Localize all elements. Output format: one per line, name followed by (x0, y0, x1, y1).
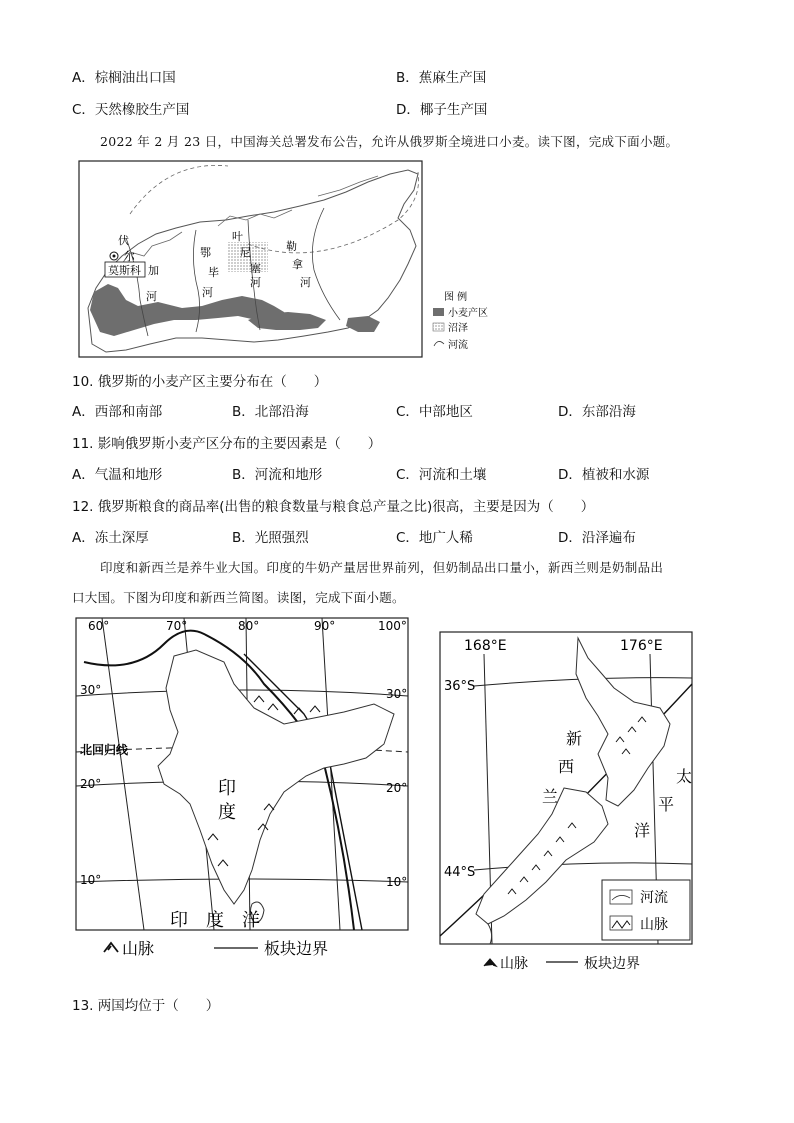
lon-168-label: 168°E (464, 638, 507, 654)
ob-label-1: 鄂 (200, 246, 211, 259)
nz-label-3: 兰 (542, 787, 559, 806)
lena-label-1: 勒 (286, 240, 297, 253)
lat-10-left-label: 10° (80, 873, 102, 887)
q11-option-d: D．植被和水源 (558, 467, 650, 483)
swamp-legend-swatch (433, 323, 444, 331)
volga-label-3: 加 (148, 264, 159, 277)
q11-stem: 11. 影响俄罗斯小麦产区分布的主要因素是（ ） (72, 436, 382, 452)
q12-option-d: D．沿泽遍布 (558, 530, 636, 546)
lon-176-label: 176°E (620, 638, 663, 654)
pacific-label-2: 平 (658, 795, 675, 814)
legend-swamp: 沼泽 (448, 323, 468, 334)
lon-70-label: 70° (166, 619, 188, 633)
q10-option-c: C．中部地区 (396, 404, 473, 420)
lat-30-left-label: 30° (80, 683, 102, 697)
pacific-label-1: 太 (676, 767, 693, 786)
q10-option-a: A．西部和南部 (72, 404, 163, 420)
russia-map (78, 160, 498, 360)
nz-legend-mountain: 山脉 (640, 917, 668, 933)
q9-option-d: D．椰子生产国 (396, 102, 488, 118)
q11-option-b: B．河流和地形 (232, 467, 323, 483)
river-legend-swatch (434, 341, 444, 346)
nz-bottom-plate: 板块边界 (584, 956, 640, 972)
legend-river: 河流 (448, 340, 468, 351)
yenisei-label-1: 叶 (232, 230, 243, 243)
volga-label-1: 伏 (118, 234, 129, 247)
q12-stem: 12. 俄罗斯粮食的商品率(出售的粮食数量与粮食总产量之比)很高，主要是因为（ ） (72, 499, 595, 515)
q11-option-a: A．气温和地形 (72, 467, 163, 483)
q9-option-a: A．棕榈油出口国 (72, 70, 176, 86)
q13-stem: 13. 两国均位于（ ） (72, 998, 220, 1014)
tropic-label: 北回归线 (80, 743, 129, 757)
volga-label-2: 尔 (124, 250, 135, 263)
intro-india-nz-line2: 口大国。下图为印度和新西兰简图。读图，完成下面小题。 (72, 590, 405, 605)
q9-option-b: B．蕉麻生产国 (396, 70, 487, 86)
lat-20-left-label: 20° (80, 777, 102, 791)
q11-option-c: C．河流和土壤 (396, 467, 487, 483)
nz-legend-river: 河流 (640, 890, 668, 906)
q12-option-b: B．光照强烈 (232, 530, 309, 546)
lon-100-label: 100° (378, 619, 407, 633)
intro-india-nz-line1: 印度和新西兰是养牛业大国。印度的牛奶产量居世界前列，但奶制品出口量小，新西兰则是奶制品出 (100, 560, 664, 575)
q12-option-c: C．地广人稀 (396, 530, 473, 546)
india-map (74, 614, 416, 964)
lat-36-label: 36°S (444, 679, 476, 694)
pacific-label-3: 洋 (634, 821, 651, 840)
mountain-legend-icon (104, 943, 118, 952)
nz-label-1: 新 (566, 729, 583, 748)
ob-label-2: 毕 (208, 266, 219, 279)
legend-wheat: 小麦产区 (448, 308, 488, 319)
intro-russia: 2022 年 2 月 23 日，中国海关总署发布公告，允许从俄罗斯全境进口小麦。读下图，完成下面小题。 (100, 134, 679, 149)
q10-stem: 10. 俄罗斯的小麦产区主要分布在（ ） (72, 374, 328, 390)
lat-10-right-label: 10° (386, 875, 408, 889)
nz-label-2: 西 (558, 757, 575, 776)
moscow-label: 莫斯科 (108, 264, 141, 277)
lena-label-3: 河 (300, 276, 311, 289)
legend-title: 图 例 (444, 292, 468, 303)
bottom-mountain-icon (484, 959, 496, 966)
q10-option-b: B．北部沿海 (232, 404, 309, 420)
india-legend-mountain: 山脉 (122, 939, 155, 958)
india-label-2: 度 (218, 802, 236, 823)
wheat-legend-swatch (433, 308, 444, 316)
india-legend-plate: 板块边界 (264, 939, 329, 958)
ob-label-3: 河 (202, 286, 213, 299)
lat-44-label: 44°S (444, 865, 476, 880)
lat-30-right-label: 30° (386, 687, 408, 701)
yenisei-label-2: 尼 (240, 246, 251, 259)
india-label-1: 印 (218, 778, 236, 799)
q10-option-d: D．东部沿海 (558, 404, 636, 420)
lena-label-2: 拿 (292, 258, 303, 271)
lat-20-right-label: 20° (386, 781, 408, 795)
indian-ocean-label: 印 度 洋 (170, 910, 260, 931)
yenisei-label-3: 塞 (250, 262, 261, 275)
lon-60-label: 60° (88, 619, 110, 633)
q9-option-c: C．天然橡胶生产国 (72, 102, 190, 118)
russia-map-legend (433, 290, 488, 351)
nz-bottom-mountain: 山脉 (500, 956, 528, 972)
lon-90-label: 90° (314, 619, 336, 633)
lon-80-label: 80° (238, 619, 260, 633)
q12-option-a: A．冻土深厚 (72, 530, 149, 546)
nz-map (438, 628, 698, 974)
volga-label-4: 河 (146, 290, 157, 303)
yenisei-label-4: 河 (250, 276, 261, 289)
